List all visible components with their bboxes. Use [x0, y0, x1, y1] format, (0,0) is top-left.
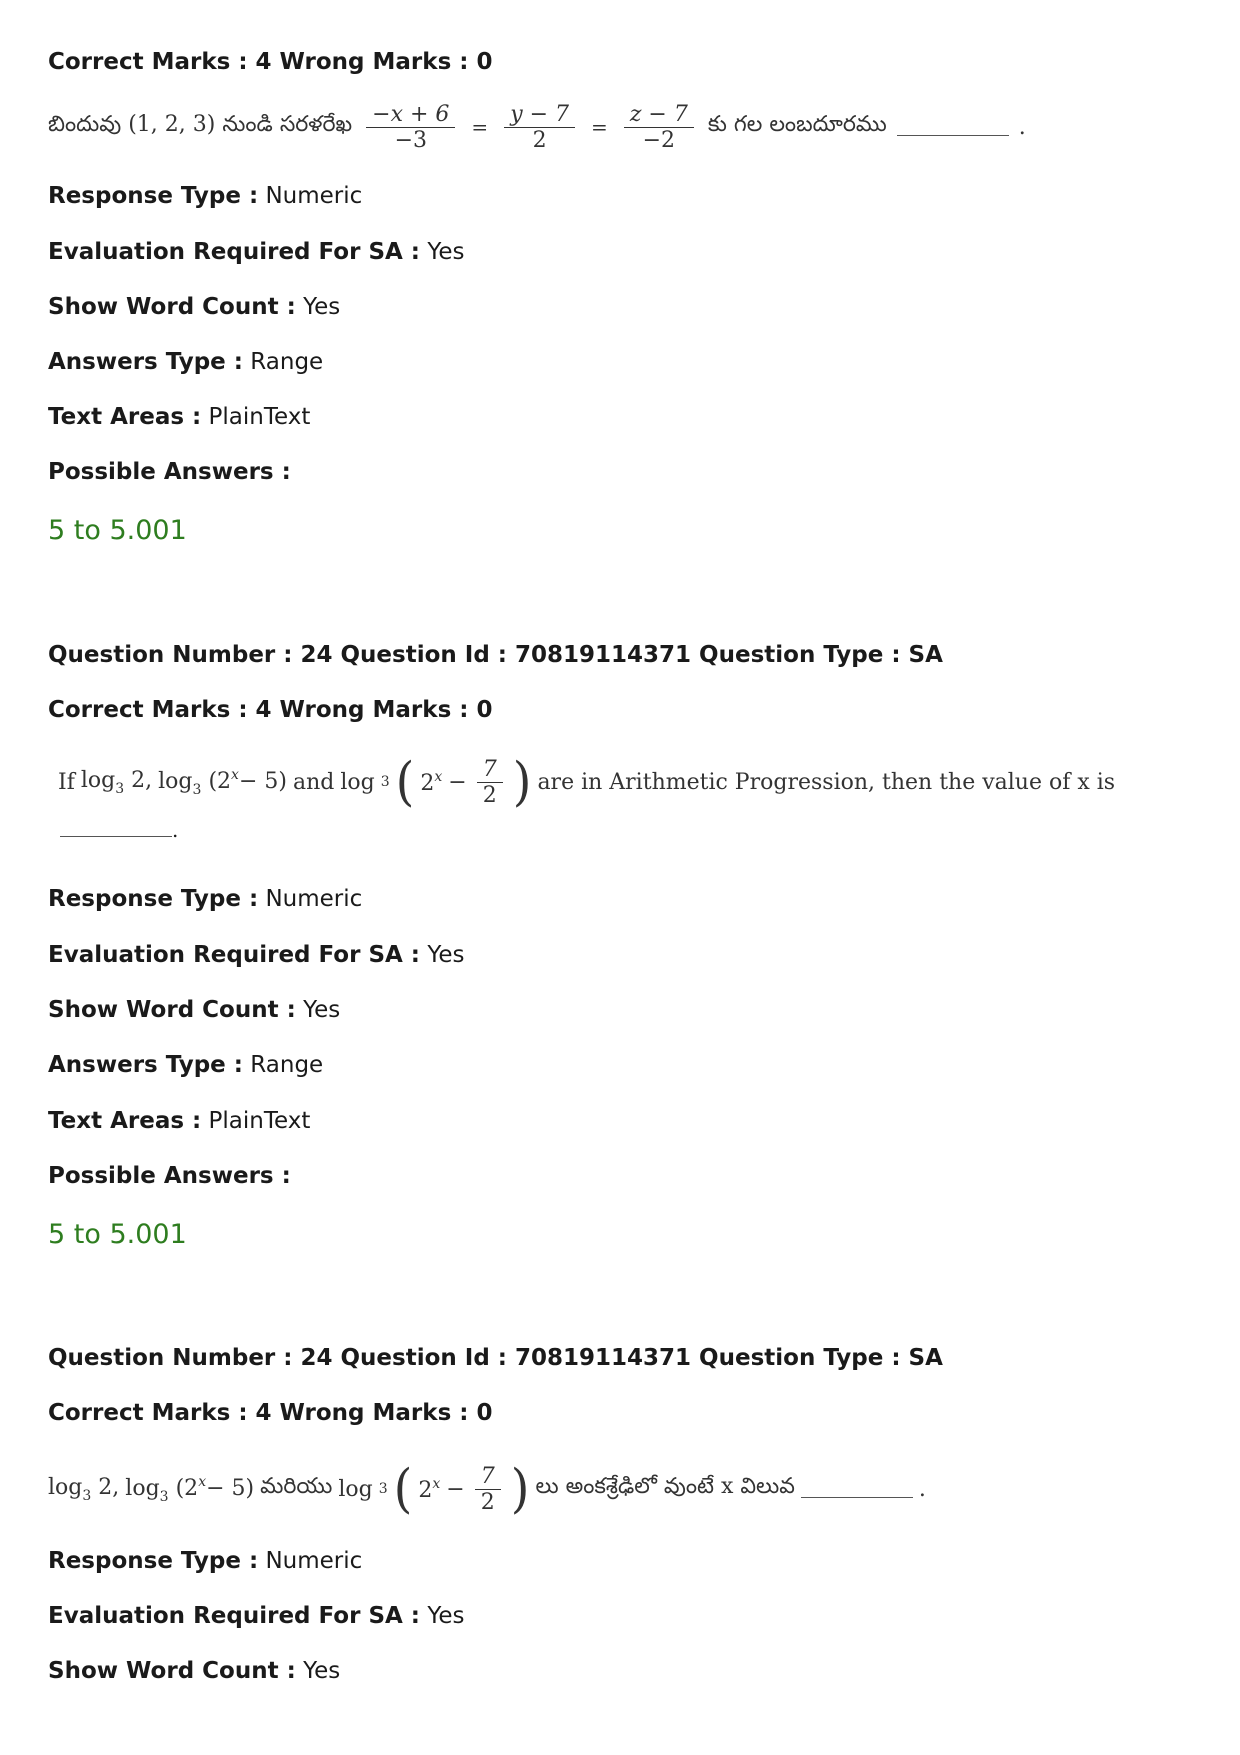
fraction-numerator: −x + 6 — [366, 102, 455, 128]
statement-text: బిందువు (1, 2, 3) నుండి సరళరేఖ — [48, 112, 353, 137]
evaluation-row — [48, 237, 464, 267]
answers-type-row — [48, 1050, 323, 1080]
fraction — [471, 1464, 505, 1515]
field-label: Show Word Count : — [48, 997, 296, 1023]
word-count-row — [48, 995, 340, 1025]
statement-text: లు అంకశ్రేఢిలో వుంటే x విలువ — [535, 1474, 795, 1499]
log-term — [125, 1474, 254, 1505]
word-count-row — [48, 1656, 340, 1686]
log-base: 3 — [82, 1487, 92, 1504]
answer-blank — [60, 820, 172, 837]
field-label: Evaluation Required For SA : — [48, 239, 421, 265]
possible-answer: 5 to 5.001 — [48, 515, 187, 546]
log-argument: 2, — [131, 767, 153, 793]
base-number: 2 — [420, 770, 435, 796]
fraction-denominator: −3 — [394, 127, 427, 153]
statement-text: If — [58, 769, 75, 795]
log-argument: − 5) — [238, 768, 287, 794]
field-value: Yes — [427, 942, 465, 968]
right-paren: ) — [512, 751, 532, 813]
field-value: Range — [250, 1052, 324, 1078]
field-value: Yes — [427, 239, 465, 265]
log-text: log — [340, 769, 375, 795]
question-statement — [48, 95, 1026, 159]
question-statement — [58, 750, 1115, 814]
field-label: Answers Type : — [48, 1052, 243, 1078]
marks-line: Correct Marks : 4 Wrong Marks : 0 — [48, 49, 493, 75]
possible-answers-label: Possible Answers : — [48, 1163, 291, 1189]
log-term — [81, 768, 152, 797]
log-text: log — [125, 1475, 160, 1501]
answers-type-row — [48, 347, 323, 377]
fraction-denominator: 2 — [480, 1489, 495, 1515]
field-label: Show Word Count : — [48, 1658, 296, 1684]
field-value: Numeric — [265, 183, 363, 209]
log-argument: (2 — [175, 1475, 199, 1501]
period: . — [918, 1476, 926, 1502]
left-paren: ( — [393, 1458, 413, 1520]
statement-text: and — [292, 769, 335, 795]
field-value: Yes — [303, 997, 341, 1023]
field-value: Yes — [303, 1658, 341, 1684]
word-count-row — [48, 292, 340, 322]
answer-blank — [897, 119, 1009, 136]
text-areas-row — [48, 402, 310, 432]
period: . — [1018, 114, 1026, 140]
response-type-row — [48, 181, 362, 211]
answer-blank-row — [60, 818, 178, 842]
field-label: Response Type : — [48, 183, 259, 209]
field-label: Show Word Count : — [48, 294, 296, 320]
field-value: PlainText — [208, 404, 311, 430]
exponent: x — [434, 768, 443, 785]
fraction-denominator: 2 — [532, 127, 547, 153]
statement-text: కు గల లంబదూరము — [707, 112, 887, 137]
fraction-numerator: 7 — [475, 1464, 501, 1490]
power-term — [418, 1476, 440, 1503]
answer-blank — [801, 1481, 913, 1498]
log-base: 3 — [159, 1488, 169, 1505]
fraction — [473, 757, 507, 808]
left-paren: ( — [395, 751, 415, 813]
statement-text: మరియు — [260, 1474, 333, 1499]
log-base: 3 — [378, 1481, 388, 1497]
fraction — [620, 102, 698, 153]
log-text: log — [158, 768, 193, 794]
minus-sign: − — [448, 769, 467, 795]
field-label: Answers Type : — [48, 349, 243, 375]
possible-answer: 5 to 5.001 — [48, 1219, 187, 1250]
log-base: 3 — [115, 780, 125, 797]
field-label: Text Areas : — [48, 1108, 202, 1134]
log-base: 3 — [192, 781, 202, 798]
exponent: x — [432, 1475, 441, 1492]
fraction-numerator: y − 7 — [504, 102, 575, 128]
exponent: x — [198, 1473, 207, 1490]
log-term — [158, 767, 287, 798]
log-text: log — [80, 767, 116, 793]
fraction-denominator: −2 — [642, 127, 676, 153]
log-argument: (2 — [208, 768, 232, 794]
fraction — [500, 102, 579, 153]
statement-text: are in Arithmetic Progression, then the value of x is — [537, 769, 1116, 795]
question-header: Question Number : 24 Question Id : 70819114371 Question Type : SA — [48, 1345, 943, 1371]
fraction-numerator: z − 7 — [624, 102, 694, 128]
power-term — [420, 769, 442, 796]
field-value: Yes — [303, 294, 341, 320]
log-base: 3 — [380, 774, 390, 790]
equals-sign: = — [471, 115, 489, 139]
log-text: log — [338, 1476, 373, 1502]
question-statement — [48, 1457, 926, 1521]
evaluation-row — [48, 1601, 464, 1631]
field-label: Evaluation Required For SA : — [48, 1603, 421, 1629]
field-value: Numeric — [265, 886, 363, 912]
period: . — [172, 818, 179, 842]
field-label: Evaluation Required For SA : — [48, 942, 421, 968]
response-type-row — [48, 1546, 362, 1576]
field-label: Text Areas : — [48, 404, 202, 430]
field-value: Range — [250, 349, 324, 375]
field-value: Numeric — [265, 1548, 363, 1574]
fraction-numerator: 7 — [477, 757, 503, 783]
equals-sign: = — [591, 115, 608, 139]
field-label: Response Type : — [48, 886, 259, 912]
log-term — [48, 1475, 119, 1504]
field-value: Yes — [427, 1603, 465, 1629]
marks-line: Correct Marks : 4 Wrong Marks : 0 — [48, 1400, 493, 1426]
evaluation-row — [48, 940, 464, 970]
possible-answers-label: Possible Answers : — [48, 459, 291, 485]
log-argument: 2, — [98, 1474, 120, 1500]
log-text: log — [48, 1474, 83, 1500]
fraction-denominator: 2 — [482, 782, 497, 808]
field-label: Response Type : — [48, 1548, 259, 1574]
field-value: PlainText — [208, 1108, 311, 1134]
response-type-row — [48, 884, 362, 914]
text-areas-row — [48, 1106, 310, 1136]
exponent: x — [231, 766, 239, 783]
right-paren: ) — [510, 1458, 530, 1520]
marks-line: Correct Marks : 4 Wrong Marks : 0 — [48, 697, 493, 723]
fraction — [362, 102, 459, 153]
minus-sign: − — [446, 1476, 465, 1502]
log-argument: − 5) — [206, 1475, 255, 1501]
base-number: 2 — [418, 1477, 433, 1503]
question-header: Question Number : 24 Question Id : 70819114371 Question Type : SA — [48, 642, 943, 668]
